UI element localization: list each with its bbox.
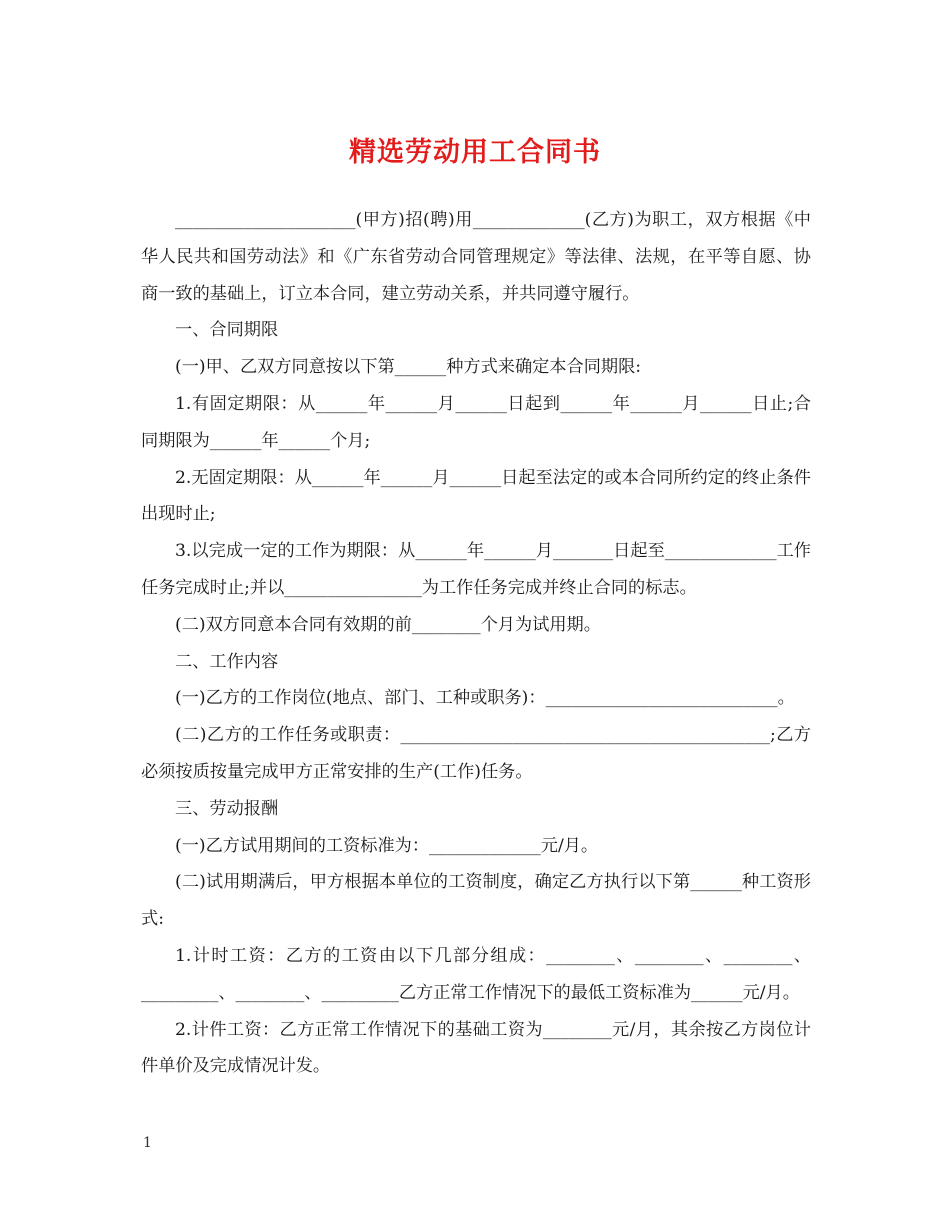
paragraph: (二)双方同意本合同有效期的前________个月为试用期。 — [175, 614, 601, 635]
paragraph: (一)乙方试用期间的工资标准为：_____________元/月。 — [175, 835, 599, 856]
section-heading-pay: 三、劳动报酬 — [175, 798, 279, 819]
paragraph: 2.无固定期限：从______年______月______日起至法定的或本合同所约定的终止条件出现时止; — [141, 467, 811, 525]
paragraph: 1.有固定期限：从______年______月______日起到______年______月______日止;合同期限为______年______个月; — [141, 393, 811, 451]
paragraph: (二)乙方的工作任务或职责：___________________________________________;乙方必须按质按量完成甲方正常安排的生产(工作)任务。 — [141, 725, 811, 782]
page-number: 1 — [143, 1135, 152, 1151]
paragraph-intro: _____________________(甲方)招(聘)用_____________(乙方)为职工，双方根据《中华人民共和国劳动法》和《广东省劳动合同管理规定》等法律、法规，在平等自愿、协商一致的基础上，订立本合同，建立劳动关系，并共同遵守履行。 — [141, 210, 811, 304]
section-heading-work: 二、工作内容 — [175, 651, 279, 672]
paragraph: (一)甲、乙双方同意按以下第______种方式来确定本合同期限: — [175, 357, 642, 378]
paragraph: 1.计时工资：乙方的工资由以下几部分组成：________、________、________、_________、________、_________乙方正常工作情况下的最低工资标准为______元/月。 — [141, 945, 811, 1003]
paragraph: 3.以完成一定的工作为期限：从______年______月_______日起至_____________工作任务完成时止;并以________________为工作任务完成并终止合同的标志。 — [141, 541, 811, 598]
document-body — [141, 202, 811, 1085]
paragraph: (一)乙方的工作岗位(地点、部门、工种或职务)：___________________________。 — [175, 688, 795, 709]
section-heading-term: 一、合同期限 — [175, 320, 279, 341]
document-title: 精选劳动用工合同书 — [349, 137, 601, 168]
paragraph: (二)试用期满后，甲方根据本单位的工资制度，确定乙方执行以下第______种工资形式: — [141, 872, 811, 930]
paragraph: 2.计件工资：乙方正常工作情况下的基础工资为________元/月，其余按乙方岗位计件单价及完成情况计发。 — [141, 1019, 811, 1077]
